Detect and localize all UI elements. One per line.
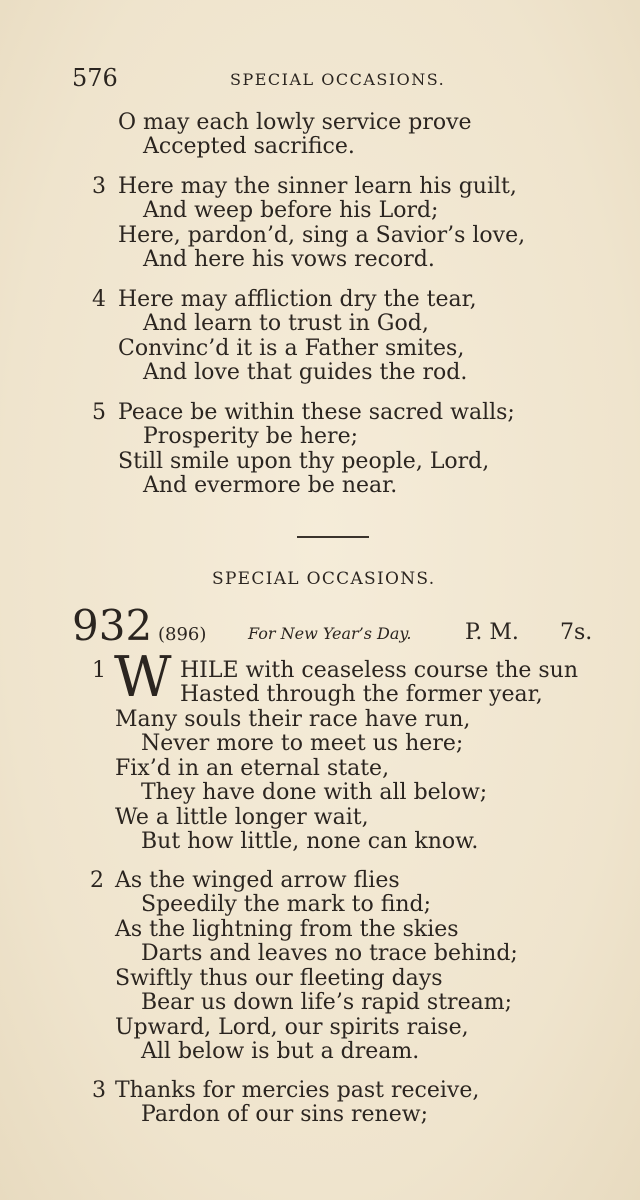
hymn-alt-number: (896): [158, 624, 207, 645]
verse-line: Never more to meet us here;: [141, 731, 464, 756]
stanza-number: 3: [92, 1078, 106, 1103]
verse-line: Prosperity be here;: [143, 424, 359, 449]
stanza-number: 1: [92, 658, 106, 683]
hymn-meter: P. M.: [465, 620, 519, 645]
verse-line: HILE with ceaseless course the sun: [180, 658, 579, 683]
verse-line: Darts and leaves no trace behind;: [141, 941, 518, 966]
section-divider: [297, 536, 369, 538]
hymn-number: 932: [72, 601, 153, 650]
stanza-number: 5: [92, 400, 106, 425]
drop-cap: W: [114, 645, 172, 710]
verse-line: All below is but a dream.: [141, 1039, 420, 1064]
verse-line: Hasted through the former year,: [180, 682, 543, 707]
verse-line: And weep before his Lord;: [143, 198, 439, 223]
verse-line: Bear us down life’s rapid stream;: [141, 990, 512, 1015]
verse-line: And learn to trust in God,: [143, 311, 429, 336]
verse-line: Here may affliction dry the tear,: [118, 287, 477, 312]
hymn-meter-syllables: 7s.: [560, 620, 593, 645]
verse-line: They have done with all below;: [141, 780, 488, 805]
verse-line: Here, pardon’d, sing a Savior’s love,: [118, 223, 526, 248]
stanza-number: 3: [92, 174, 106, 199]
verse-line: And love that guides the rod.: [143, 360, 468, 385]
verse-line: Pardon of our sins renew;: [141, 1102, 428, 1127]
verse-line: Thanks for mercies past receive,: [115, 1078, 480, 1103]
verse-line: Convinc’d it is a Father smites,: [118, 336, 465, 361]
page-number: 576: [72, 64, 118, 92]
verse-line: Still smile upon thy people, Lord,: [118, 449, 490, 474]
hymn-occasion: For New Year’s Day.: [248, 624, 412, 643]
verse-line: As the winged arrow flies: [115, 868, 400, 893]
verse-line: Accepted sacrifice.: [143, 134, 355, 159]
verse-line: And here his vows record.: [143, 247, 435, 272]
hymn-header: [72, 601, 600, 650]
verse-line: Here may the sinner learn his guilt,: [118, 174, 517, 199]
verse-line: Upward, Lord, our spirits raise,: [115, 1015, 469, 1040]
stanza-number: 4: [92, 287, 106, 312]
verse-line: As the lightning from the skies: [115, 917, 459, 942]
verse-line: And evermore be near.: [143, 473, 398, 498]
verse-line: Many souls their race have run,: [115, 707, 471, 732]
running-head: [72, 64, 580, 94]
verse-line: Fix’d in an eternal state,: [115, 756, 390, 781]
verse-line: Swiftly thus our fleeting days: [115, 966, 443, 991]
verse-line: Speedily the mark to find;: [141, 892, 432, 917]
running-title: SPECIAL OCCASIONS.: [230, 70, 446, 89]
verse-line: But how little, none can know.: [141, 829, 479, 854]
stanza-number: 2: [90, 868, 104, 893]
section-title: SPECIAL OCCASIONS.: [212, 569, 436, 589]
verse-line: We a little longer wait,: [115, 805, 369, 830]
verse-line: O may each lowly service prove: [118, 110, 472, 135]
verse-line: Peace be within these sacred walls;: [118, 400, 515, 425]
